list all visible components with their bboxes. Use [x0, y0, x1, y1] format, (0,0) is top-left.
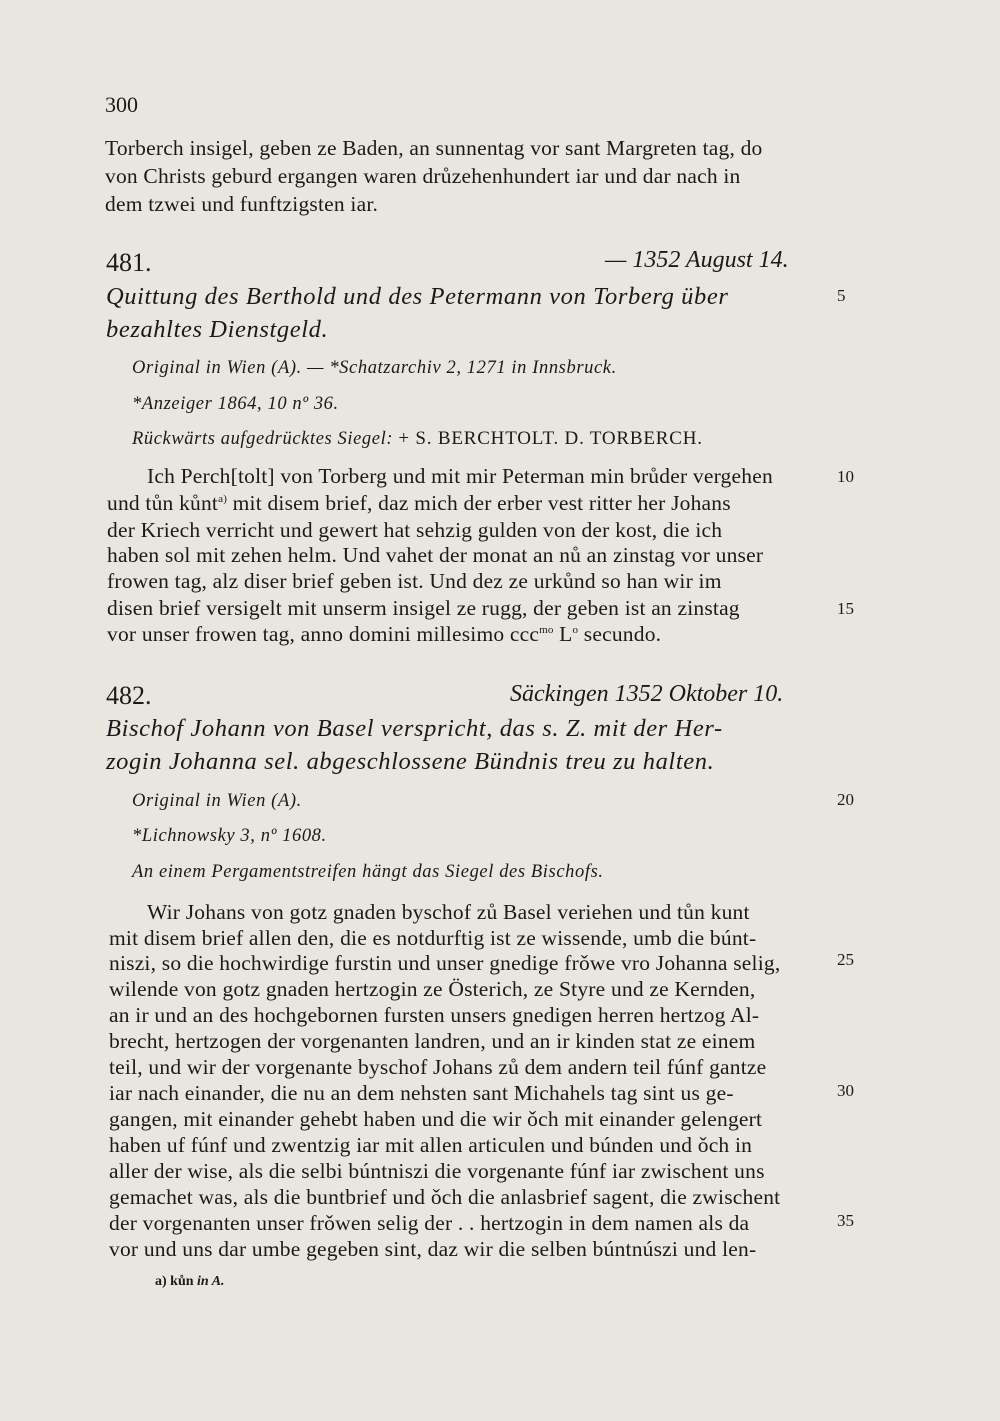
- text-line: disen brief versigelt mit unserm insigel ze rugg, der geben ist an zinstag: [107, 596, 740, 620]
- line-number: 15: [837, 599, 854, 618]
- footnote-marker: a): [218, 492, 228, 505]
- text-line: Torberch insigel, geben ze Baden, an sunnentag vor sant Margreten tag, do: [105, 136, 763, 160]
- text-line: gangen, mit einander gehebt haben und die wir ǒch mit einander gelengert: [109, 1107, 763, 1131]
- line-number: 30: [837, 1081, 854, 1100]
- seal-inscription: + S. BERCHTOLT. D. TORBERCH.: [398, 428, 703, 449]
- text-line: der vorgenanten unser frǒwen selig der . . hertzogin in dem namen als da: [109, 1211, 750, 1235]
- line-number: 35: [837, 1211, 854, 1230]
- text-line: von Christs geburd ergangen waren drůzehenhundert iar und dar nach in: [105, 164, 741, 188]
- footnote: a) kůn in A.: [155, 1274, 225, 1289]
- doc-title-line: zogin Johanna sel. abgeschlossene Bündnis treu zu halten.: [106, 748, 715, 775]
- text-line: mit disem brief allen den, die es notdurftig ist ze wissende, umb die búnt-: [109, 926, 757, 950]
- doc-number: 481.: [106, 248, 152, 277]
- source-note: Original in Wien (A).: [132, 791, 302, 811]
- seal-note: [132, 428, 703, 450]
- text-line: haben uf fúnf und zwentzig iar mit allen articulen und búnden und ǒch in: [109, 1133, 753, 1157]
- line-number: 20: [837, 790, 854, 809]
- doc-number: 482.: [106, 681, 152, 710]
- text-line: niszi, so die hochwirdige furstin und unser gnedige frǒwe vro Johanna selig,: [109, 951, 781, 975]
- seal-label: Rückwärts aufgedrücktes Siegel:: [132, 429, 394, 449]
- line-number: 10: [837, 467, 854, 486]
- text-line: und tůn kůnt$^{a)}$ mit disem brief, daz mich der erber vest ritter her Johans: [107, 491, 731, 515]
- text-line: an ir und an des hochgebornen fursten unsers gnedigen herren hertzog Al-: [109, 1003, 760, 1027]
- doc-title-line: bezahltes Dienstgeld.: [106, 316, 329, 343]
- doc-date: Säckingen 1352 Oktober 10.: [510, 681, 784, 707]
- doc-title-line: Bischof Johann von Basel verspricht, das s. Z. mit der Her-: [106, 715, 723, 742]
- text-line: Ich Perch[tolt] von Torberg und mit mir Peterman min brůder vergehen: [147, 464, 773, 488]
- text-line: iar nach einander, die nu an dem nehsten sant Michahels tag sint us ge-: [109, 1081, 734, 1105]
- doc-title-line: Quittung des Berthold und des Petermann von Torberg über: [106, 283, 729, 310]
- text-line: gemachet was, als die buntbrief und ǒch die anlasbrief sagent, die zwischent: [109, 1185, 781, 1209]
- text-line: aller der wise, als die selbi búntniszi die vorgenante fúnf iar zwischent uns: [109, 1159, 765, 1183]
- source-note: *Lichnowsky 3, nº 1608.: [132, 826, 327, 846]
- source-note: Original in Wien (A). — *Schatzarchiv 2, 1271 in Innsbruck.: [132, 358, 617, 378]
- text-line: wilende von gotz gnaden hertzogin ze Österich, ze Styre und ze Kernden,: [109, 977, 756, 1001]
- text-line: brecht, hertzogen der vorgenanten landren, und an ir kinden stat ze einem: [109, 1029, 756, 1053]
- text-line: vor und uns dar umbe gegeben sint, daz wir die selben búntnúszi und len-: [109, 1237, 757, 1261]
- text-line: vor unser frowen tag, anno domini millesimo ccc$^{mo}$ $L^o$ secundo.: [107, 622, 662, 646]
- line-number: 5: [837, 286, 846, 305]
- source-note: *Anzeiger 1864, 10 nº 36.: [132, 394, 339, 414]
- text-line: dem tzwei und funftzigsten iar.: [105, 192, 379, 216]
- page-number: 300: [105, 92, 138, 117]
- text-line: haben sol mit zehen helm. Und vahet der monat an nů an zinstag vor unser: [107, 543, 764, 567]
- line-number: 25: [837, 950, 854, 969]
- text-line: der Kriech verricht und gewert hat sehzig gulden von der kost, die ich: [107, 518, 723, 542]
- text-line: Wir Johans von gotz gnaden byschof zů Basel veriehen und tůn kunt: [147, 900, 750, 924]
- seal-note: An einem Pergamentstreifen hängt das Siegel des Bischofs.: [132, 862, 604, 882]
- text-line: frowen tag, alz diser brief geben ist. Und dez ze urkůnd so han wir im: [107, 569, 722, 593]
- text-line: teil, und wir der vorgenante byschof Johans zů dem andern teil fúnf gantze: [109, 1055, 767, 1079]
- doc-date: — 1352 August 14.: [605, 247, 789, 273]
